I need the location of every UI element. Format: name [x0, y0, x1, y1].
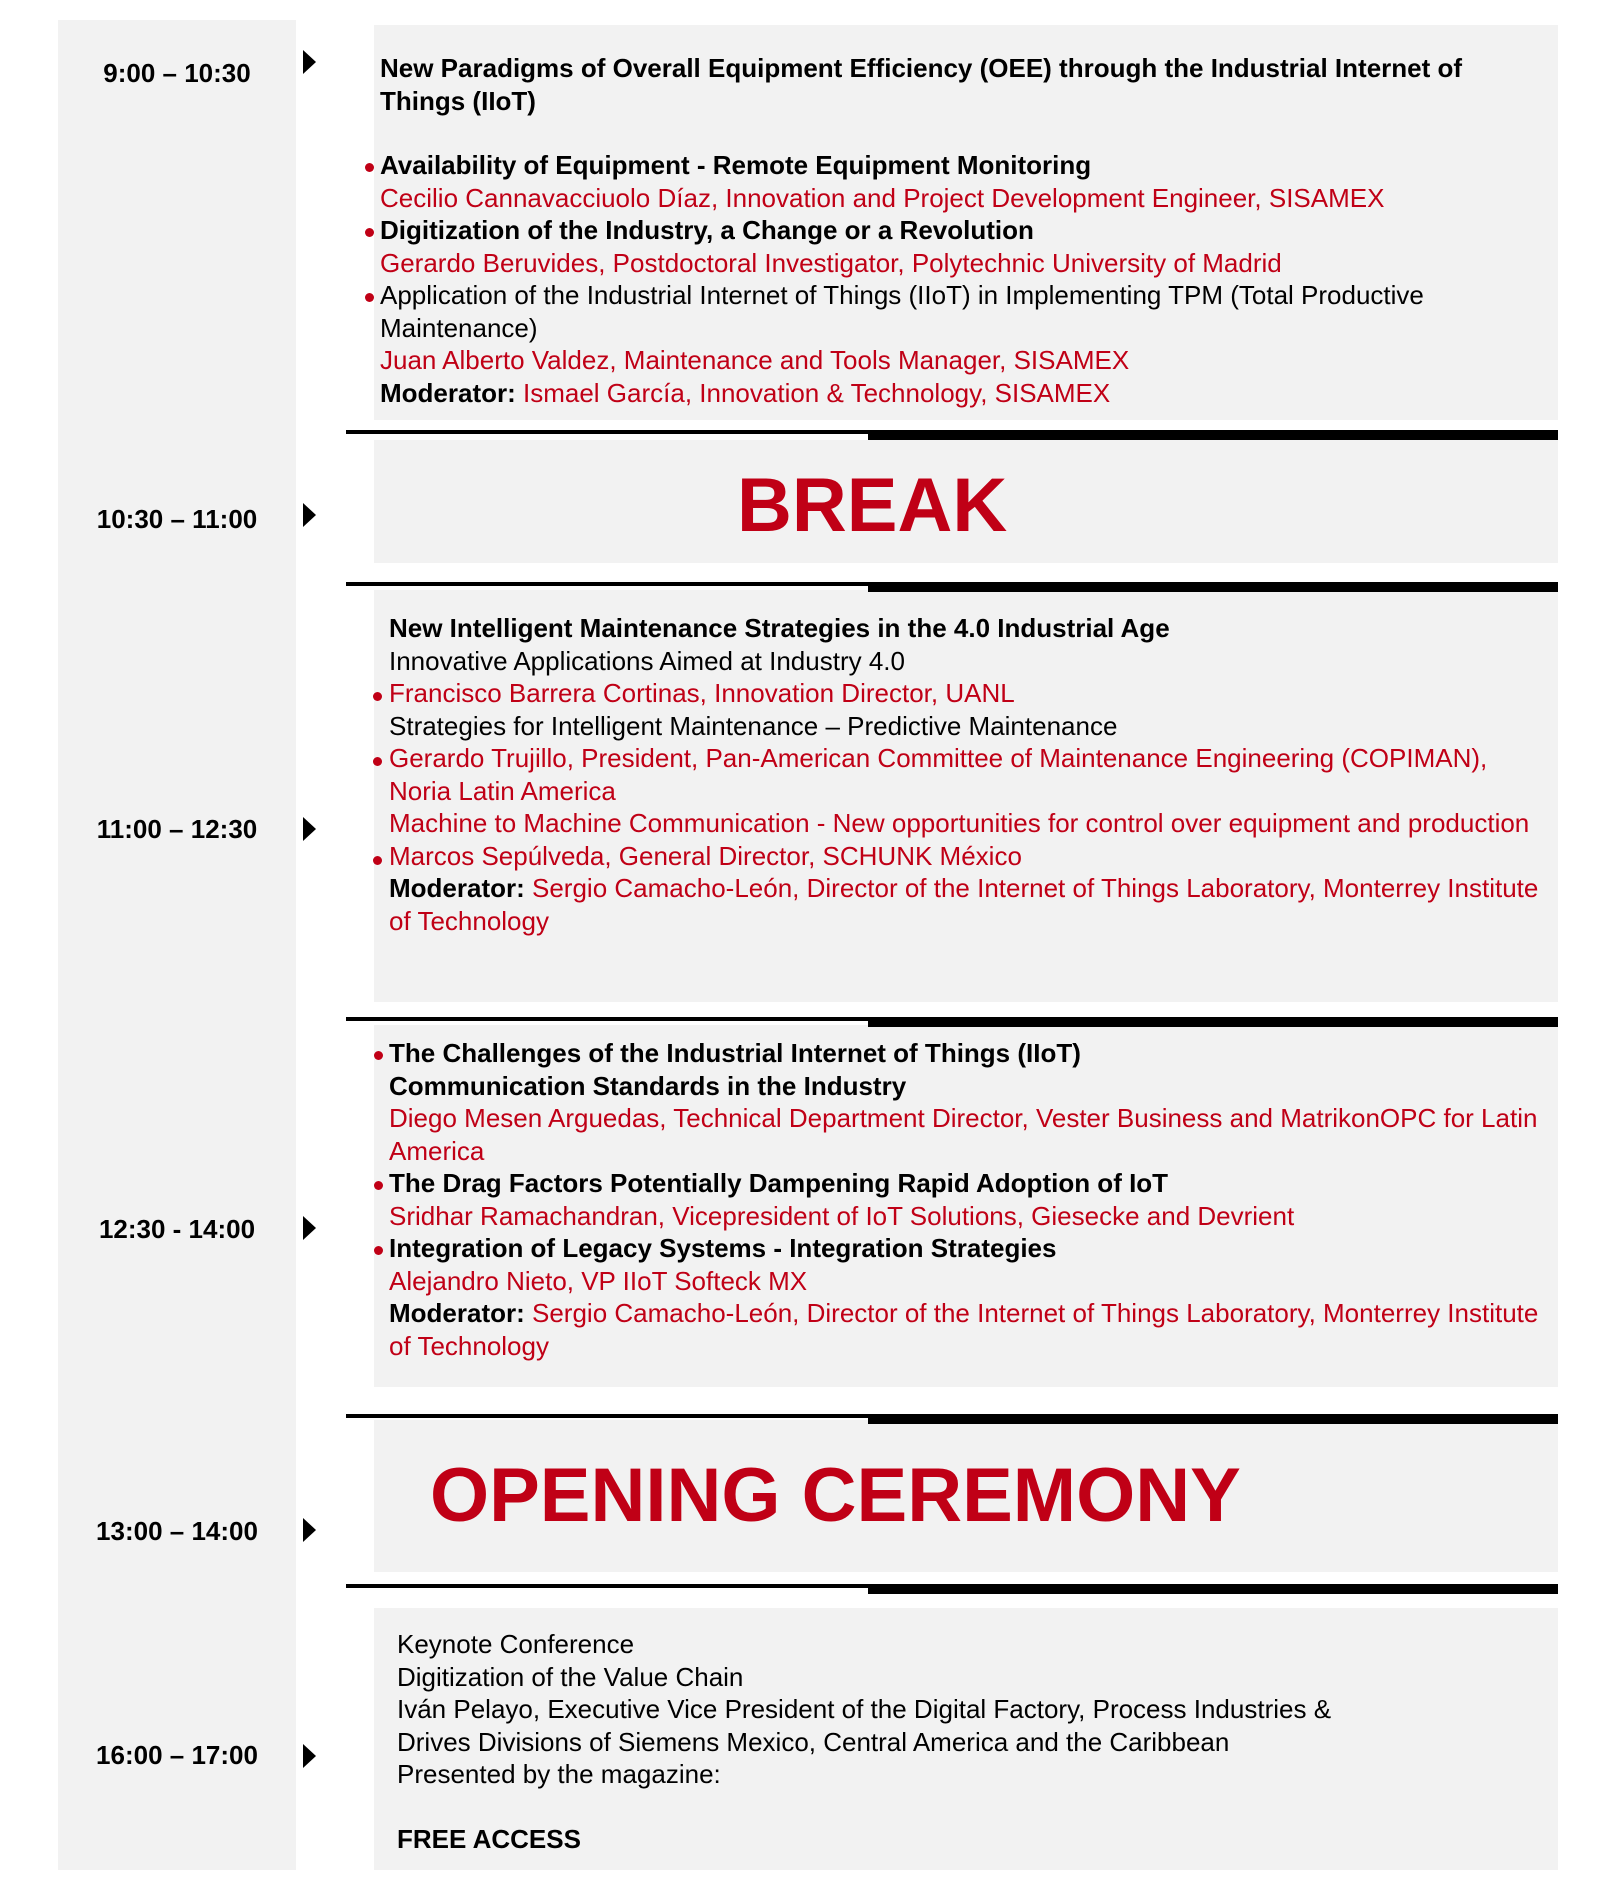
arrow-right-icon [303, 1518, 316, 1542]
speaker: Sridhar Ramachandran, Vicepresident of IoT Solutions, Giesecke and Devrient [389, 1200, 1295, 1231]
talk-title: Machine to Machine Communication - New opportunities for control over equipment and production [389, 808, 1530, 838]
session-title: New Intelligent Maintenance Strategies in the 4.0 Industrial Age [389, 613, 1170, 643]
time-slot-5: 13:00 – 14:00 [96, 1516, 258, 1546]
moderator-label: Moderator: [389, 873, 525, 903]
session-3 [389, 1037, 1539, 1362]
keynote [397, 1628, 1537, 1855]
speaker: Marcos Sepúlveda, General Director, SCHUNK México [389, 840, 1022, 871]
moderator-label: Moderator: [380, 377, 516, 408]
arrow-right-icon [303, 1744, 316, 1768]
keynote-type: Keynote Conference [397, 1629, 635, 1659]
access-note: FREE ACCESS [397, 1823, 581, 1854]
moderator: Sergio Camacho-León, Director of the Internet of Things Laboratory, Monterrey Institute of Technology [389, 1298, 1539, 1361]
speaker: Francisco Barrera Cortinas, Innovation Director, UANL [389, 678, 1015, 708]
talk-title: Digitization of the Industry, a Change or a Revolution [380, 214, 1540, 247]
time-slot-1: 9:00 – 10:30 [103, 58, 251, 88]
presented-by: Presented by the magazine: [397, 1759, 721, 1789]
moderator-line [389, 1297, 1539, 1362]
moderator-line [389, 872, 1539, 937]
talk-title: Integration of Legacy Systems - Integration Strategies [389, 1232, 1539, 1265]
time-slot-3: 11:00 – 12:30 [96, 814, 258, 844]
keynote-speaker-line-2: Drives Divisions of Siemens Mexico, Central America and the Caribbean [397, 1726, 1230, 1757]
speaker: Juan Alberto Valdez, Maintenance and Tools Manager, SISAMEX [380, 345, 1130, 375]
section-divider [346, 582, 1558, 594]
moderator: Sergio Camacho-León, Director of the Internet of Things Laboratory, Monterrey Institute of Technology [389, 873, 1539, 936]
moderator-line [380, 377, 1540, 410]
section-divider [346, 1584, 1558, 1596]
speaker: Diego Mesen Arguedas, Technical Department Director, Vester Business and MatrikonOPC for Latin America [389, 1103, 1538, 1166]
time-column [58, 20, 296, 1870]
talk-title: Innovative Applications Aimed at Industry 4.0 [389, 645, 905, 676]
section-divider [346, 1017, 1558, 1029]
arrow-right-icon [303, 50, 316, 74]
talk-title: Availability of Equipment - Remote Equipment Monitoring [380, 149, 1540, 182]
keynote-speaker-line-1: Iván Pelayo, Executive Vice President of the Digital Factory, Process Industries & [397, 1694, 1332, 1724]
talk-title: The Challenges of the Industrial Internet of Things (IIoT) [389, 1037, 1539, 1070]
bullet-icon [373, 856, 382, 865]
moderator-label: Moderator: [389, 1298, 525, 1328]
session-1 [380, 52, 1540, 409]
time-slot-2: 10:30 – 11:00 [96, 504, 258, 534]
talk-title: Strategies for Intelligent Maintenance – Predictive Maintenance [389, 710, 1118, 741]
talk-title: Application of the Industrial Internet of Things (IIoT) in Implementing TPM (Total Productive Maintenance) [380, 279, 1540, 344]
time-slot-4: 12:30 - 14:00 [98, 1214, 256, 1244]
speaker: Alejandro Nieto, VP IIoT Softeck MX [389, 1265, 808, 1296]
talk-title: The Drag Factors Potentially Dampening Rapid Adoption of IoT [389, 1167, 1539, 1200]
speaker: Gerardo Beruvides, Postdoctoral Investigator, Polytechnic University of Madrid [380, 247, 1282, 278]
session-title: New Paradigms of Overall Equipment Efficiency (OEE) through the Industrial Internet of Things (IIoT) [380, 53, 1463, 116]
arrow-right-icon [303, 503, 316, 527]
talk-subtitle: Communication Standards in the Industry [389, 1070, 907, 1101]
time-slot-6: 16:00 – 17:00 [96, 1740, 258, 1770]
opening-ceremony-label: OPENING CEREMONY [430, 1453, 1241, 1538]
section-divider [346, 1414, 1558, 1426]
bullet-icon [373, 692, 382, 701]
session-2 [389, 612, 1539, 937]
bullet-icon [373, 757, 382, 766]
moderator: Ismael García, Innovation & Technology, SISAMEX [515, 377, 1111, 408]
break-label: BREAK [737, 463, 1008, 548]
speaker: Gerardo Trujillo, President, Pan-American Committee of Maintenance Engineering (COPIMAN), Noria Latin America [389, 743, 1488, 806]
arrow-right-icon [303, 1216, 316, 1240]
keynote-title: Digitization of the Value Chain [397, 1661, 744, 1692]
speaker: Cecilio Cannavacciuolo Díaz, Innovation and Project Development Engineer, SISAMEX [380, 182, 1385, 213]
section-divider [346, 430, 1558, 442]
arrow-right-icon [303, 817, 316, 841]
